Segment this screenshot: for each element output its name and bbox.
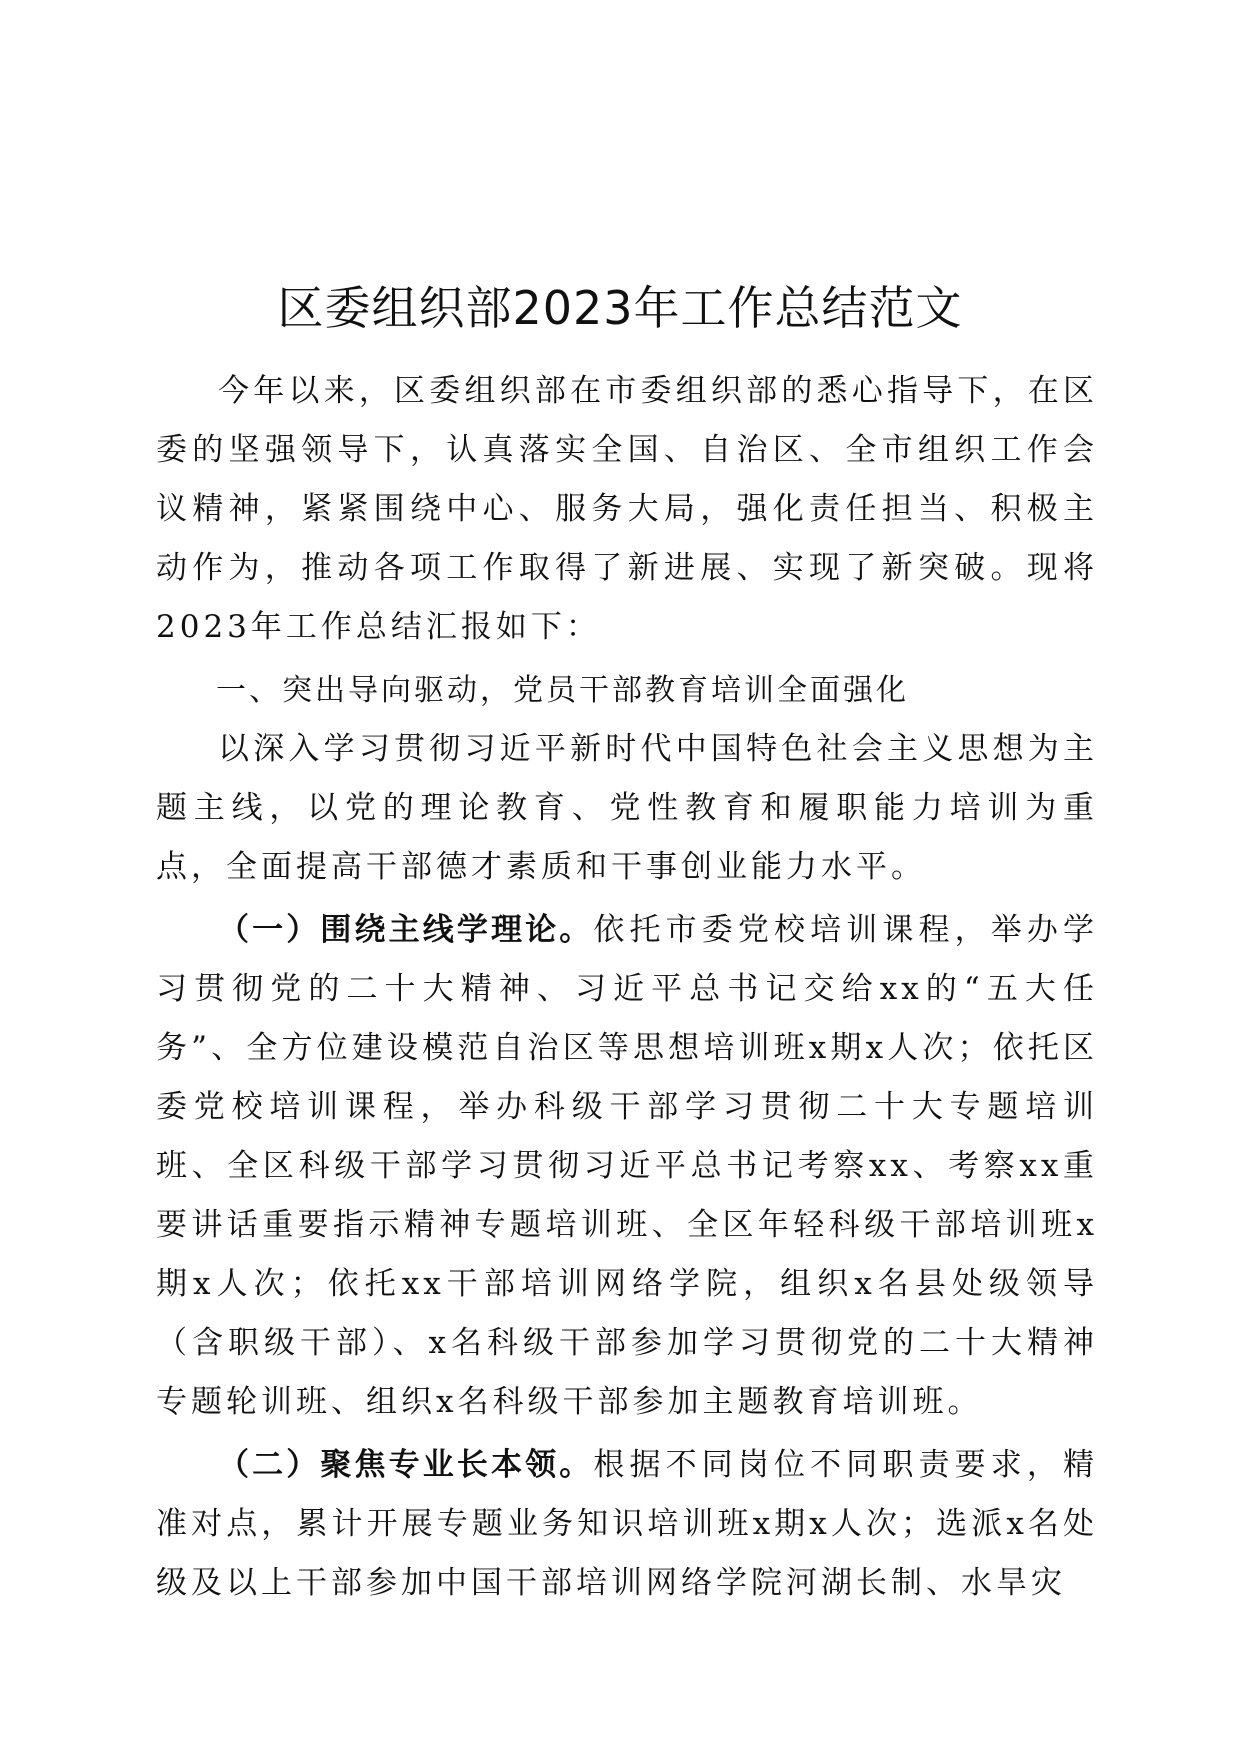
- document-body: [156, 362, 1098, 1613]
- intro-paragraph: 今年以来，区委组织部在市委组织部的悉心指导下，在区委的坚强领导下，认真落实全国、自治区、全市组织工作会议精神，紧紧围绕中心、服务大局，强化责任担当、积极主动作为，推动各项工作取得了新进展、实现了新突破。现将2023年工作总结汇报如下：: [156, 373, 1098, 645]
- subsection-lead: （一）围绕主线学理论。: [218, 912, 594, 948]
- section-heading: 一、突出导向驱动，党员干部教育培训全面强化: [216, 673, 909, 708]
- subsection-paragraph: [156, 1436, 1098, 1613]
- subsection-text: 根据不同岗位不同职责要求，精准对点，累计开展专题业务知识培训班x期x人次；选派x名处级及以上干部参加中国干部培训网络学院河湖长制、水旱灾: [156, 1447, 1098, 1601]
- subsection-lead: （二）聚焦专业长本领。: [218, 1447, 594, 1483]
- document-title: 区委组织部2023年工作总结范文: [277, 281, 963, 335]
- subsection-text: 依托市委党校培训课程，举办学习贯彻党的二十大精神、习近平总书记交给xx的“五大任务”、全方位建设模范自治区等思想培训班x期x人次；依托区委党校培训课程，举办科级干部学习贯彻二十大专题培训班、全区科级干部学习贯彻习近平总书记考察xx、考察xx重要讲话重要指示精神专题培训班、全区年轻科级干部培训班x期x人次；依托xx干部培训网络学院，组织x名县处级领导（含职级干部）、x名科级干部参加学习贯彻党的二十大精神专题轮训班、组织x名科级干部参加主题教育培训班。: [156, 912, 1098, 1420]
- subsection-paragraph: [156, 901, 1098, 1432]
- section-summary: 以深入学习贯彻习近平新时代中国特色社会主义思想为主题主线，以党的理论教育、党性教育和履职能力培训为重点，全面提高干部德才素质和干事创业能力水平。: [156, 731, 1098, 885]
